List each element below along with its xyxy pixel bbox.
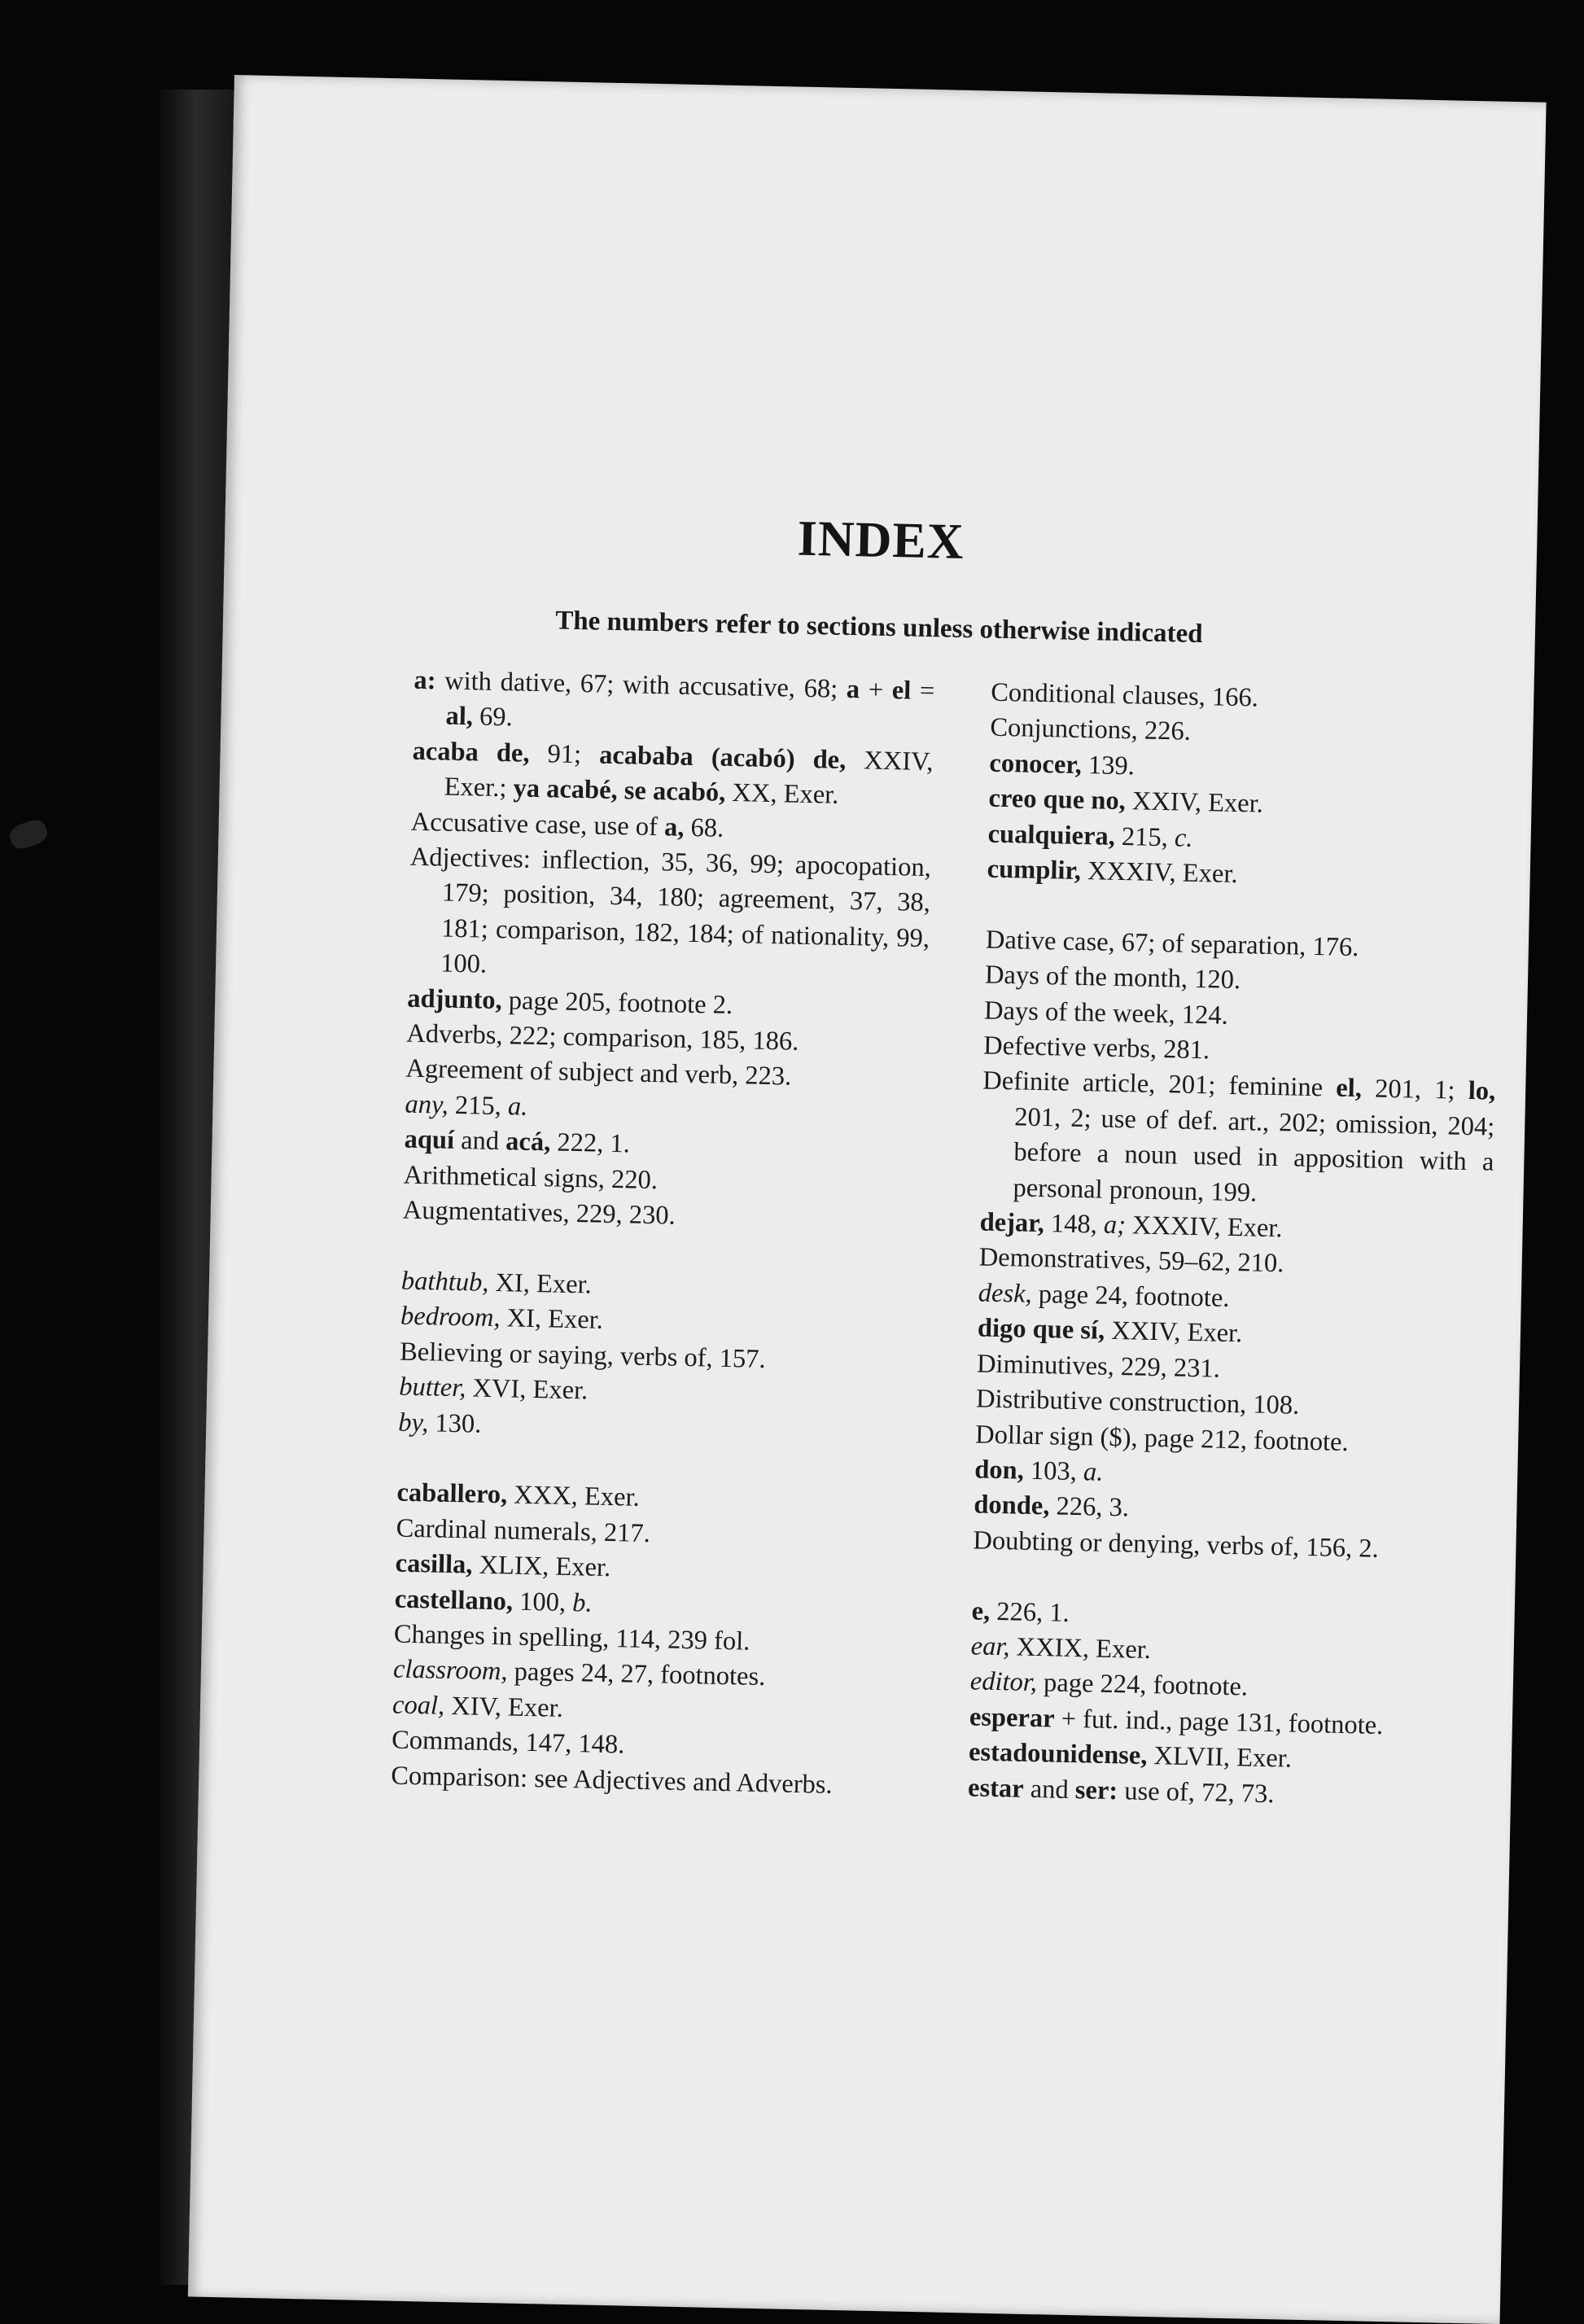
index-entry-text: and — [1023, 1774, 1076, 1805]
index-entry-text: Comparison: see Adjectives and Adverbs. — [390, 1761, 834, 1800]
index-entry-text: classroom, — [392, 1654, 508, 1687]
index-entry-text: bedroom, — [400, 1301, 501, 1333]
index-entry-text: digo que sí, — [977, 1313, 1105, 1346]
index-entry-text: Distributive construction, 108. — [975, 1384, 1300, 1420]
index-entry-text: 103, — [1023, 1455, 1084, 1487]
index-entry-text: Days of the week, 124. — [983, 996, 1229, 1031]
index-entry-text: + — [859, 675, 893, 706]
index-entry-text: don, — [974, 1455, 1025, 1486]
index-entry-text: castellano, — [394, 1584, 514, 1617]
index-entry-text: use of, 72, 73. — [1117, 1775, 1275, 1809]
index-entry-text: esperar — [969, 1702, 1055, 1734]
index-entry — [980, 1064, 1495, 1216]
index-entry-text: 201, 2; use of def. art., 202; omission, 204; before a noun used in apposition with a personal pronoun, 199. — [1013, 1102, 1495, 1208]
index-entry-text: Accusative case, use of — [410, 807, 665, 842]
index-entry-text: cumplir, — [987, 854, 1082, 886]
index-entry-text: 226, 3. — [1049, 1491, 1130, 1523]
index-entry-text: and — [453, 1126, 506, 1157]
index-entry-text: XLVII, Exer. — [1147, 1741, 1293, 1774]
index-entry-text: editor, — [969, 1666, 1038, 1698]
index-entry-text: 215, — [1114, 821, 1175, 853]
index-entry-text: XXIX, Exer. — [1009, 1632, 1152, 1665]
index-entry-text: acá, — [505, 1127, 551, 1158]
index-entry-text: Dative case, 67; of separation, 176. — [985, 925, 1359, 962]
index-entry-text: Dollar sign ($), page 212, footnote. — [974, 1419, 1350, 1457]
index-entry-text: page 24, footnote. — [1031, 1279, 1230, 1313]
index-entry-text: b. — [571, 1587, 593, 1618]
index-entry-text: acababa (acabó) de, — [598, 740, 847, 775]
index-entry-text: Changes in spelling, 114, 239 fol. — [393, 1619, 750, 1657]
index-entry-text: ser: — [1074, 1775, 1118, 1805]
index-entry-text: XI, Exer. — [500, 1303, 604, 1336]
index-entry-text: XIV, Exer. — [444, 1691, 564, 1723]
index-entry-text: donde, — [974, 1490, 1050, 1521]
index-entry-text: 222, 1. — [549, 1127, 631, 1159]
index-entry-text: a; — [1103, 1210, 1127, 1241]
index-entry-text: by, — [398, 1407, 429, 1438]
index-entry-text: a — [846, 674, 860, 705]
index-entry-text: XVI, Exer. — [466, 1373, 589, 1406]
index-entry-text: 226, 1. — [989, 1596, 1070, 1628]
index-entry-text: 139. — [1081, 750, 1135, 781]
index-entry-text: e, — [971, 1595, 991, 1626]
index-entry-text: Adjectives: inflection, 35, 36, 99; apocopation, 179; position, 34, 180; agreement, 37, 38, 181; comparison, 182, 184; of nationality, 99, 100. — [409, 842, 932, 979]
index-entry-text: with dative, 67; with accusative, 68; — [435, 666, 847, 704]
index-entry-text: Days of the month, 120. — [984, 960, 1241, 996]
index-entry-text: 100, — [512, 1587, 573, 1617]
index-entry-text: el — [891, 676, 912, 706]
index-entry-text: ya acabé, se acabó, — [513, 773, 726, 808]
index-entry-text: XXIV, Exer. — [1104, 1316, 1243, 1349]
index-entry-text: XI, Exer. — [488, 1267, 593, 1300]
index-entry-text: aquí — [404, 1124, 455, 1156]
index-entry-text: coal, — [392, 1690, 445, 1721]
index-entry-text: a. — [1083, 1457, 1104, 1487]
page-subtitle: The numbers refer to sections unless otherwise indicated — [554, 606, 1203, 650]
scan-smudge — [7, 816, 50, 852]
index-entry-text: XXIV, Exer.; — [444, 745, 934, 803]
index-entry-text: Conditional clauses, 166. — [990, 677, 1259, 713]
index-entry-text: pages 24, 27, footnotes. — [507, 1657, 766, 1692]
index-entry-text: estar — [967, 1772, 1025, 1804]
index-entry-text: a: — [414, 665, 436, 696]
index-entry-text: cualquiera, — [987, 819, 1116, 851]
index-entry-text: XXXIV, Exer. — [1125, 1210, 1283, 1244]
index-entry-text: 130. — [428, 1407, 482, 1439]
index-entry-text: Definite article, 201; feminine — [982, 1066, 1337, 1104]
index-entry-text: 215, — [448, 1090, 509, 1122]
index-entry-text: XX, Exer. — [725, 778, 839, 810]
index-entry-text: casilla, — [395, 1548, 473, 1580]
index-entry-text: creo que no, — [988, 783, 1127, 816]
index-entry-text: XXIV, Exer. — [1125, 786, 1264, 819]
index-entry — [408, 840, 931, 992]
index-entry-text: XXX, Exer. — [506, 1480, 641, 1513]
index-entry-text: 91; — [529, 738, 600, 770]
index-entry-text: Doubting or denying, verbs of, 156, 2. — [973, 1525, 1380, 1564]
index-entry-text: Defective verbs, 281. — [982, 1031, 1210, 1066]
index-entry-text: = — [910, 676, 935, 707]
index-entry — [411, 734, 934, 816]
index-entry-text: ear, — [970, 1631, 1010, 1662]
index-column-left — [391, 663, 935, 1805]
index-entry-text: XLIX, Exer. — [472, 1550, 611, 1583]
index-entry-text: c. — [1174, 823, 1193, 853]
index-entry-text: any, — [405, 1089, 449, 1120]
index-entry-text: Believing or saying, verbs of, 157. — [399, 1337, 766, 1374]
index-entry-text: Agreement of subject and verb, 223. — [405, 1054, 792, 1092]
index-entry-text: Conjunctions, 226. — [990, 713, 1192, 747]
index-entry-text: el, — [1335, 1074, 1363, 1104]
index-entry-text: estadounidense, — [968, 1737, 1148, 1771]
index-entry-text: 201, 1; — [1361, 1074, 1469, 1106]
index-entry-text: page 224, footnote. — [1036, 1668, 1249, 1702]
index-entry-text: Diminutives, 229, 231. — [976, 1349, 1221, 1384]
index-entry-text: Demonstratives, 59–62, 210. — [978, 1242, 1284, 1279]
index-column-right — [968, 676, 1504, 1817]
index-entry-text: conocer, — [989, 748, 1083, 780]
index-entry-text: dejar, — [979, 1207, 1045, 1239]
index-entry-text: 148, — [1044, 1209, 1105, 1240]
index-entry-text: Augmentatives, 229, 230. — [402, 1195, 676, 1231]
index-entry-text: 69. — [472, 702, 514, 733]
index-entry-text: Cardinal numerals, 217. — [396, 1513, 651, 1548]
page-title: INDEX — [797, 510, 965, 570]
index-entry-text: bathtub, — [400, 1266, 489, 1298]
index-entry-text: Arithmetical signs, 220. — [403, 1160, 659, 1195]
index-entry-text: lo, — [1468, 1076, 1496, 1107]
index-entry-text: a. — [507, 1092, 528, 1122]
index-entry — [413, 663, 935, 745]
index-entry-text: 68. — [684, 812, 724, 843]
book-page — [188, 75, 1547, 2324]
index-entry-text: acaba de, — [412, 736, 530, 768]
index-entry-text: Commands, 147, 148. — [391, 1725, 625, 1760]
index-entry-text: desk, — [978, 1278, 1033, 1309]
index-entry-text: XXXIV, Exer. — [1080, 856, 1238, 890]
index-entry-text: adjunto, — [406, 983, 503, 1015]
index-entry-text: page 205, footnote 2. — [501, 985, 733, 1020]
index-entry-text: caballero, — [396, 1477, 508, 1510]
index-entry-text: a, — [663, 812, 685, 843]
index-entry-text: butter, — [398, 1372, 466, 1403]
index-entry-text: Adverbs, 222; comparison, 185, 186. — [406, 1018, 799, 1057]
index-entry-text: al, — [445, 702, 474, 732]
index-entry-text: + fut. ind., page 131, footnote. — [1054, 1704, 1384, 1740]
